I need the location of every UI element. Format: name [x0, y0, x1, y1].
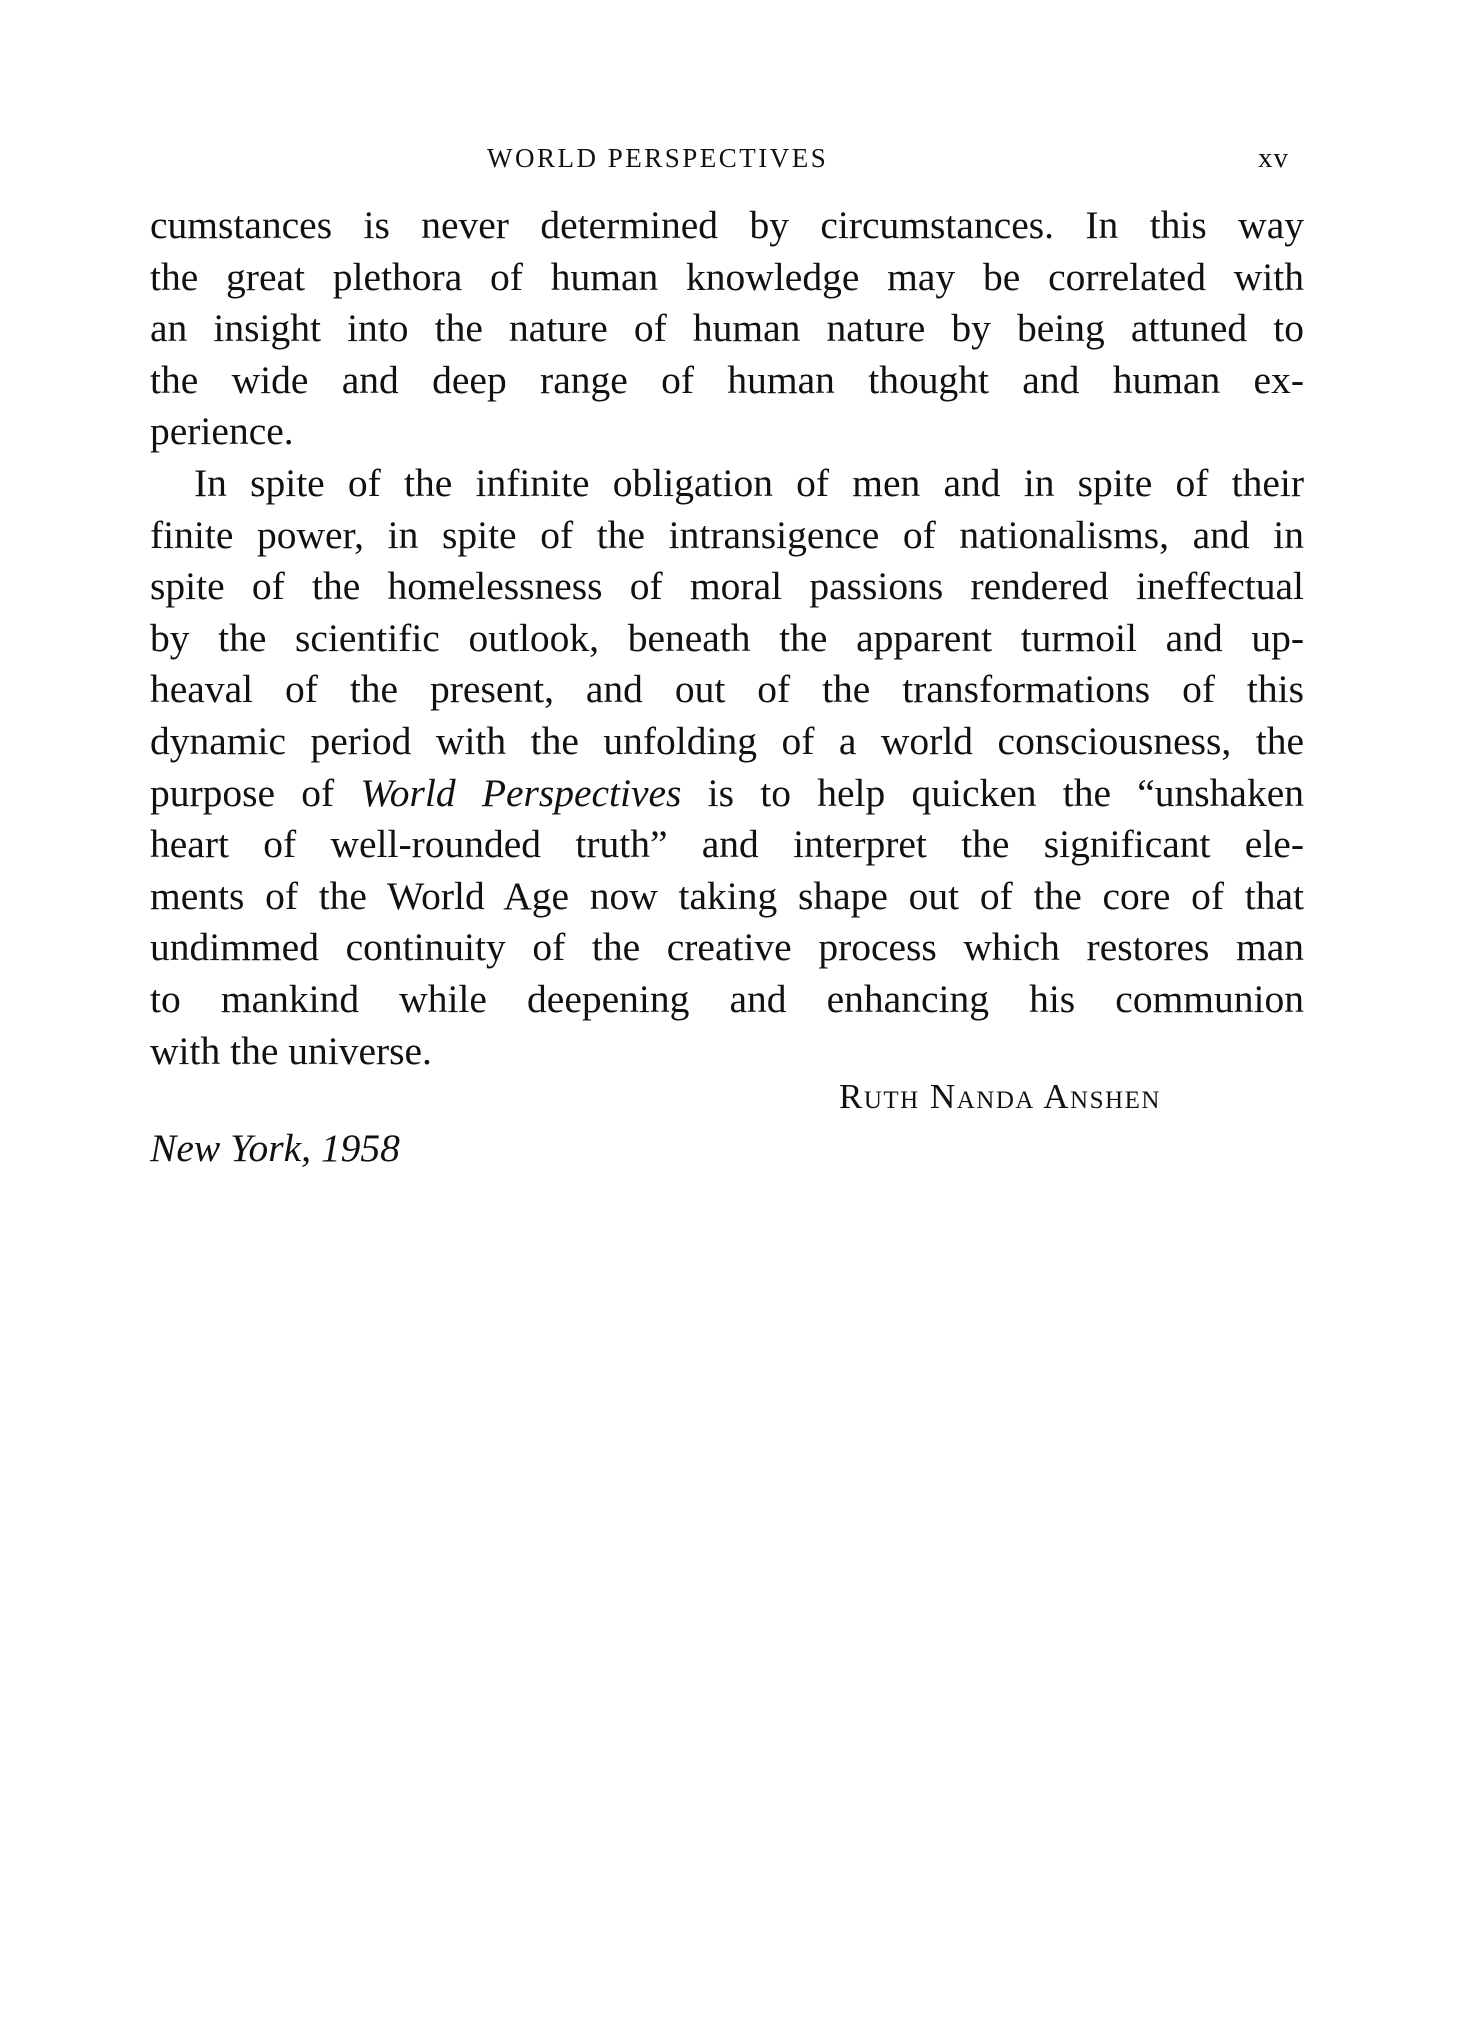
text-line: heart of well-rounded truth” and interpret the significant ele-	[150, 822, 1304, 867]
running-head	[0, 138, 1467, 178]
running-title: WORLD PERSPECTIVES	[487, 143, 829, 173]
series-title: World Perspectives	[360, 770, 682, 815]
place-date: New York, 1958	[150, 1126, 400, 1170]
text-segment: is to help quicken the “unshaken	[681, 770, 1304, 815]
text-line: an insight into the nature of human nature by being attuned to	[150, 306, 1304, 351]
text-line-with-title	[150, 768, 1304, 820]
page-number: xv	[1258, 142, 1289, 174]
text-line: In spite of the infinite obligation of men and in spite of their	[194, 460, 1304, 505]
text-line: to mankind while deepening and enhancing his communion	[150, 976, 1304, 1021]
text-line: perience.	[150, 409, 294, 454]
text-line: dynamic period with the unfolding of a world consciousness, the	[150, 718, 1304, 763]
text-line: finite power, in spite of the intransigence of nationalisms, and in	[150, 512, 1304, 557]
text-line: by the scientific outlook, beneath the apparent turmoil and up-	[150, 615, 1304, 660]
author-signature: Ruth Nanda Anshen	[839, 1077, 1161, 1116]
text-line: with the universe.	[150, 1028, 432, 1073]
text-line: spite of the homelessness of moral passions rendered ineffectual	[150, 564, 1304, 609]
text-line: cumstances is never determined by circumstances. In this way	[150, 203, 1304, 247]
text-line: heaval of the present, and out of the transformations of this	[150, 667, 1304, 712]
text-line: undimmed continuity of the creative process which restores man	[150, 925, 1304, 970]
text-line: the great plethora of human knowledge may be correlated with	[150, 254, 1304, 299]
text-line: ments of the World Age now taking shape out of the core of that	[150, 873, 1304, 918]
body-text	[150, 200, 1304, 1077]
text-segment: purpose of	[150, 770, 361, 815]
text-line: the wide and deep range of human thought and human ex-	[150, 357, 1304, 402]
